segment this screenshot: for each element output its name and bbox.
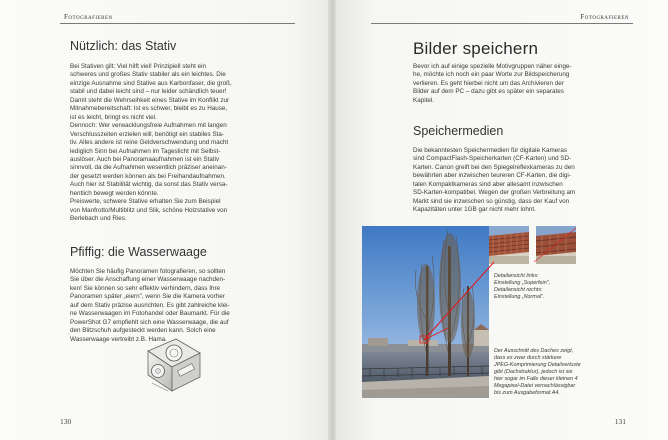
paragraph-line: Bei Stativen gilt: Viel hilft viel! Prinzipiell steht ein <box>70 63 207 70</box>
paragraph-line: PowerShot G7 empfiehlt sich eine Wasserwaage, die auf <box>70 318 229 326</box>
running-head-right <box>371 11 633 24</box>
caption-line: Megapixel-Datei vernachlässigbar <box>494 383 576 389</box>
detail-thumbnail-normal <box>536 226 576 264</box>
caption-line: Detailansicht rechts: <box>494 287 543 293</box>
paragraph-line: Dennoch: Wer verwacklungsfreie Aufnahmen mit langen <box>70 122 227 130</box>
caption-line: JPEG-Komprimierung Detailverluste <box>494 362 581 368</box>
paragraph-stativ <box>70 63 232 224</box>
paragraph-line: sinnvoll, da die Aufnahmen wesentlich präziser aneinan- <box>70 164 227 172</box>
paragraph-line: Sie über die Anschaffung einer Wasserwaage nachden- <box>70 276 226 284</box>
paragraph-line: Preiswerte, schwere Stative erhalten Sie zum Beispiel <box>70 198 221 206</box>
paragraph-line: Karten. Canon greift bei den Spiegelreflexkameras zu den <box>413 163 575 171</box>
paragraph-line: Wasserwaage vertreibt z.B. Hama. <box>70 335 168 343</box>
paragraph-line: Markt sind sie inzwischen so günstig, dass der Kauf von <box>413 197 570 205</box>
paragraph-line: Verschlusszeiten erzielen will, benötigt ein stabiles Sta- <box>70 130 225 138</box>
detail-thumbnail-superfein <box>489 226 529 264</box>
heading-bilder-speichern: Bilder speichern <box>413 39 539 58</box>
paragraph-line: hentlich bewegt werden könnte. <box>70 189 159 197</box>
paragraph-line: Panoramen später „eiern", wenn Sie die Kamera vorher <box>70 293 225 301</box>
caption-line: hier sogar im Falle dieser kleinen 4 <box>494 376 578 382</box>
paragraph-line: Kapazitäten unter 1GB gar nicht mehr lohnt. <box>413 206 536 214</box>
running-head-left <box>60 11 295 24</box>
running-head-label: Fotografieren <box>64 13 113 21</box>
page-number-left: 130 <box>60 417 72 426</box>
paragraph-line: Die bekanntesten Speichermedien für digitale Kameras <box>413 147 568 154</box>
paragraph-line: Auch hier ist Stabilität wichtig, da sonst das Stativ versa- <box>70 181 228 189</box>
paragraph-line: lediglich Sinn bei Aufnahmen im Tageslicht mit Selbst- <box>70 147 221 155</box>
paragraph-line: talen Kompaktkameras sind aber allesamt inzwischen <box>413 180 563 188</box>
caption-line: Detailansicht links: <box>494 273 539 279</box>
paragraph-speichermedien <box>413 147 575 215</box>
caption-line: gibt (Dachstruktur), jedoch ist sie <box>494 369 573 375</box>
paragraph-line: auf dem Stativ präzise ausrichten. Es gibt zahlreiche klei- <box>70 301 230 309</box>
paragraph-line: Berlebach und Ries. <box>70 215 127 223</box>
paragraph-line: Bevor ich auf einige spezielle Motivgruppen näher einge- <box>413 63 572 70</box>
paragraph-line: stabil und dabei leicht sind – nur leider schändlich teuer! <box>70 88 227 96</box>
paragraph-line: Möchten Sie häufig Panoramen fotografieren, so sollten <box>70 268 226 275</box>
caption-detail-settings <box>494 273 550 301</box>
running-head-label: Fotografieren <box>580 13 629 21</box>
paragraph-line: ist es leicht, bringt es nicht viel. <box>70 113 157 121</box>
caption-compression <box>494 348 581 397</box>
right-page <box>336 0 668 440</box>
paragraph-line: Damit steht die Wehrseihkeit eines Stative im Konflikt zur <box>70 96 230 104</box>
heading-wasserwaage: Pfiffig: die Wasserwaage <box>70 245 207 259</box>
paragraph-line: tiv. Alles andere ist reine Geldverschwendung und macht <box>70 139 229 147</box>
paragraph-line: ken! Sie können so sehr effektiv verhindern, dass Ihre <box>70 284 221 292</box>
paragraph-line: SD-Karten-kompatibel. Wegen der großen Verbreitung am <box>413 189 576 197</box>
paragraph-line: Kapitel. <box>413 96 435 104</box>
heading-speichermedien: Speichermedien <box>413 124 504 138</box>
paragraph-line: schweres und großes Stativ stabiler als ein leichtes. Die <box>70 71 226 79</box>
river-trees-photo <box>362 226 489 398</box>
paragraph-line: von Manfrotto/Multiblitz und Slik, schöne Holzstative von <box>70 206 228 214</box>
heading-stativ: Nützlich: das Stativ <box>70 39 177 53</box>
paragraph-line: den Blitzschuh aufgesteckt werden kann. Solch eine <box>70 327 216 335</box>
paragraph-line: Mitnahmebereitschaft: Ist es schwer, bleibt es zu Hause, <box>70 105 228 113</box>
paragraph-line: einzige Ausnahme sind Stative aus Karbonfaser, die groß, <box>70 79 232 87</box>
caption-line: Der Ausschnitt des Daches zeigt, <box>494 348 574 354</box>
paragraph-line: der gesetzt werden können als bei Freihandaufnahmen. <box>70 172 226 180</box>
paragraph-line: bewährten aber inzwischen teureren CF-Karten, die digi- <box>413 172 571 180</box>
paragraph-bildspeicherung <box>413 63 572 105</box>
page-number-right: 131 <box>614 417 626 426</box>
paragraph-line: he, möchte ich noch ein paar Worte zur Bildspeicherung <box>413 71 570 79</box>
paragraph-line: sind CompactFlash-Speicherkarten (CF-Karten) und SD- <box>413 155 572 163</box>
caption-line: dass es zwar durch stärkere <box>494 355 562 361</box>
caption-line: Einstellung „Superfein", <box>494 280 551 286</box>
caption-line: Einstellung „Normal". <box>494 294 545 300</box>
paragraph-line: verlieren. Es geht hierbei nicht um das Archivieren der <box>413 79 564 87</box>
paragraph-line: ne Wasserwaagen im Fotohandel oder Baumarkt. Für die <box>70 310 230 318</box>
caption-line: bis zum Ausgabeformat A4. <box>494 390 560 396</box>
paragraph-line: Bilder auf dem PC – dazu gibt es später ein separates <box>413 88 564 96</box>
paragraph-line: auslöser. Auch bei Panoramaaufnahmen ist ein Stativ <box>70 155 220 163</box>
spirit-level-icon <box>142 333 204 399</box>
left-page <box>0 0 332 440</box>
